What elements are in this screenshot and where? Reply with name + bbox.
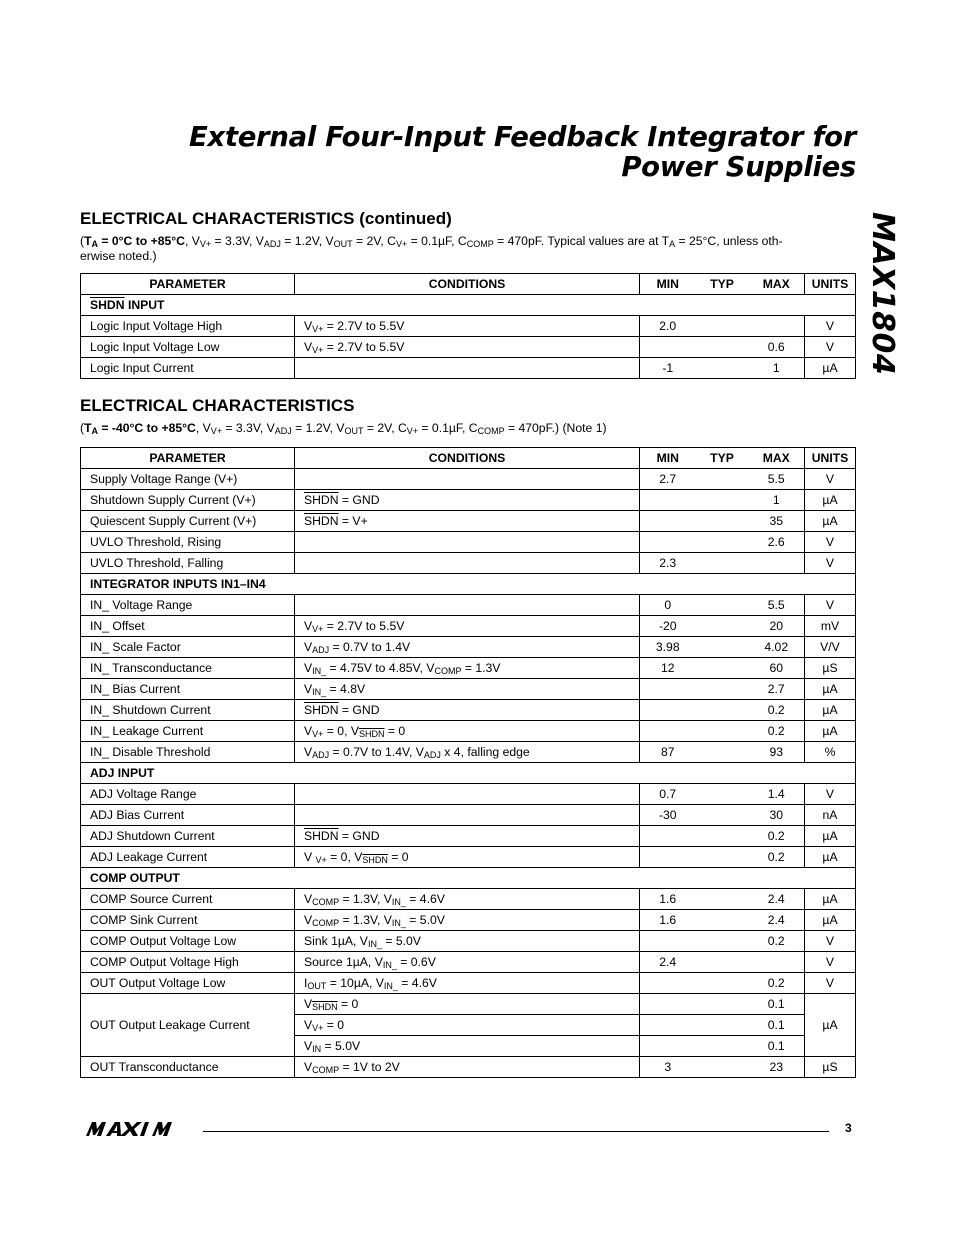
conditions-cell: Source 1µA, $V_{IN\_} = 0.6V$ [295, 952, 640, 973]
units-cell: V [805, 931, 856, 952]
section2-heading: ELECTRICAL CHARACTERISTICS [80, 396, 355, 415]
table-row [81, 469, 856, 490]
units-cell: V [805, 469, 856, 490]
table-row [81, 658, 856, 679]
param-cell: IN_ Leakage Current [81, 721, 295, 742]
max-cell: 0.2 [749, 826, 805, 847]
table-row [81, 700, 856, 721]
max-cell [749, 553, 805, 574]
typ-cell [696, 469, 749, 490]
max-cell: 0.1 [749, 994, 805, 1015]
typ-cell [696, 847, 749, 868]
maxim-logo [84, 1120, 192, 1143]
table-row [81, 511, 856, 532]
conditions-cell: SHDN = V+ [295, 511, 640, 532]
conditions-cell: Sink 1µA, $V_{IN\_} = 5.0V$ [295, 931, 640, 952]
max-cell: 60 [749, 658, 805, 679]
conditions-cell: SHDN = GND [295, 700, 640, 721]
typ-cell [696, 358, 749, 379]
units-cell: µA [805, 910, 856, 931]
min-cell [640, 679, 696, 700]
section-row [81, 763, 856, 784]
min-cell: -30 [640, 805, 696, 826]
section2-conditions: ($T_A = -40^\circ C$ to +85°C, $V_{V+} = 3.3V$, $V_{ADJ} = 1.2V$, $V_{OUT} = 2V$, $C_{V+} = 0.1\mu F$, $C_{COMP} = 470pF$.) (Note 1) [80, 421, 607, 436]
min-cell: 2.3 [640, 553, 696, 574]
conditions-cell [295, 784, 640, 805]
table-row [81, 889, 856, 910]
table-row [81, 784, 856, 805]
max-cell: 20 [749, 616, 805, 637]
typ-cell [696, 658, 749, 679]
conditions-cell [295, 358, 640, 379]
param-cell: IN_ Disable Threshold [81, 742, 295, 763]
max-cell: 0.2 [749, 931, 805, 952]
max-cell: 0.2 [749, 847, 805, 868]
min-cell [640, 700, 696, 721]
max-cell: 1.4 [749, 784, 805, 805]
units-cell: V [805, 784, 856, 805]
conditions-cell: $V_{V+} = 0$, $V_{SHDN} = 0$ [295, 721, 640, 742]
min-cell: 3.98 [640, 637, 696, 658]
typ-cell [696, 1015, 749, 1036]
typ-cell [696, 1036, 749, 1057]
table-row [81, 337, 856, 358]
conditions-cell [295, 553, 640, 574]
typ-cell [696, 490, 749, 511]
units-cell: V [805, 316, 856, 337]
min-cell: 87 [640, 742, 696, 763]
units-cell: µA [805, 721, 856, 742]
section-row [81, 868, 856, 889]
min-cell: 2.4 [640, 952, 696, 973]
min-cell [640, 532, 696, 553]
typ-cell [696, 616, 749, 637]
col-max: MAX [749, 448, 805, 469]
param-cell: IN_ Transconductance [81, 658, 295, 679]
param-cell: IN_ Shutdown Current [81, 700, 295, 721]
units-cell: mV [805, 616, 856, 637]
table-row [81, 742, 856, 763]
typ-cell [696, 1057, 749, 1078]
max-cell: 5.5 [749, 595, 805, 616]
table-shdn-input [80, 273, 856, 379]
title-line-1: External Four-Input Feedback Integrator for [188, 121, 856, 153]
typ-cell [696, 994, 749, 1015]
param-cell: COMP Output Voltage High [81, 952, 295, 973]
col-typ: TYP [696, 448, 749, 469]
conditions-cell: $I_{OUT} = 10\mu A$, $V_{IN\_} = 4.6V$ [295, 973, 640, 994]
side-part-number [862, 212, 902, 376]
typ-cell [696, 511, 749, 532]
typ-cell [696, 931, 749, 952]
conditions-cell [295, 532, 640, 553]
table-row [81, 805, 856, 826]
table-row [81, 679, 856, 700]
typ-cell [696, 679, 749, 700]
table-header-row [81, 274, 856, 295]
param-cell: IN_ Voltage Range [81, 595, 295, 616]
min-cell: 0.7 [640, 784, 696, 805]
max-cell: 2.4 [749, 910, 805, 931]
page-number: 3 [845, 1121, 852, 1135]
conditions-cell: V $_{V+}$ = 0, $V_{SHDN} = 0$ [295, 847, 640, 868]
param-cell: ADJ Leakage Current [81, 847, 295, 868]
conditions-cell: $V_{IN\_} = 4.75V$ to 4.85V, $V_{COMP} = 1.3V$ [295, 658, 640, 679]
param-cell: Quiescent Supply Current (V+) [81, 511, 295, 532]
conditions-cell: $V_{V+} = 2.7V$ to 5.5V [295, 337, 640, 358]
conditions-cell: $V_{V+} = 0$ [295, 1015, 640, 1036]
min-cell: 1.6 [640, 910, 696, 931]
min-cell: 0 [640, 595, 696, 616]
min-cell: 12 [640, 658, 696, 679]
units-cell: µA [805, 700, 856, 721]
document-title [96, 122, 856, 182]
typ-cell [696, 721, 749, 742]
param-cell: IN_ Scale Factor [81, 637, 295, 658]
table-row [81, 616, 856, 637]
min-cell [640, 973, 696, 994]
conditions-cell: SHDN = GND [295, 826, 640, 847]
title-line-2: Power Supplies [621, 151, 856, 183]
param-cell: ADJ Shutdown Current [81, 826, 295, 847]
table-row [81, 595, 856, 616]
min-cell [640, 826, 696, 847]
col-units: UNITS [805, 274, 856, 295]
section-label: SHDN INPUT [81, 295, 856, 316]
param-cell: OUT Transconductance [81, 1057, 295, 1078]
min-cell [640, 490, 696, 511]
units-cell: µS [805, 1057, 856, 1078]
param-cell: COMP Sink Current [81, 910, 295, 931]
typ-cell [696, 595, 749, 616]
table-electrical-characteristics [80, 447, 856, 1078]
units-cell: V/V [805, 637, 856, 658]
max-cell: 30 [749, 805, 805, 826]
min-cell: -1 [640, 358, 696, 379]
max-cell: 5.5 [749, 469, 805, 490]
min-cell [640, 1015, 696, 1036]
col-units: UNITS [805, 448, 856, 469]
conditions-cell: SHDN = GND [295, 490, 640, 511]
conditions-cell: $V_{ADJ} = 0.7V$ to 1.4V, $V_{ADJ}$ x 4, falling edge [295, 742, 640, 763]
typ-cell [696, 889, 749, 910]
table-row [81, 316, 856, 337]
units-cell: V [805, 952, 856, 973]
min-cell [640, 721, 696, 742]
table-row [81, 553, 856, 574]
table-row [81, 637, 856, 658]
max-cell: 0.1 [749, 1036, 805, 1057]
min-cell: 1.6 [640, 889, 696, 910]
param-cell: COMP Source Current [81, 889, 295, 910]
param-cell: OUT Output Voltage Low [81, 973, 295, 994]
max-cell: 2.4 [749, 889, 805, 910]
min-cell [640, 847, 696, 868]
units-cell: µA [805, 679, 856, 700]
max-cell: 2.6 [749, 532, 805, 553]
typ-cell [696, 532, 749, 553]
typ-cell [696, 337, 749, 358]
units-cell: nA [805, 805, 856, 826]
conditions-cell: $V_{COMP} = 1V$ to 2V [295, 1057, 640, 1078]
max-cell: 2.7 [749, 679, 805, 700]
units-cell: V [805, 553, 856, 574]
max-cell [749, 952, 805, 973]
max-cell: 0.2 [749, 973, 805, 994]
table-header-row [81, 448, 856, 469]
min-cell: 2.0 [640, 316, 696, 337]
section-label: INTEGRATOR INPUTS IN1–IN4 [81, 574, 856, 595]
typ-cell [696, 784, 749, 805]
col-conditions: CONDITIONS [295, 448, 640, 469]
units-cell: µA [805, 511, 856, 532]
conditions-cell: $V_{SHDN} = 0$ [295, 994, 640, 1015]
max-cell: 0.2 [749, 700, 805, 721]
typ-cell [696, 805, 749, 826]
table-row [81, 973, 856, 994]
col-parameter: PARAMETER [81, 448, 295, 469]
min-cell [640, 931, 696, 952]
typ-cell [696, 742, 749, 763]
param-cell: COMP Output Voltage Low [81, 931, 295, 952]
typ-cell [696, 973, 749, 994]
param-cell: UVLO Threshold, Rising [81, 532, 295, 553]
max-cell [749, 316, 805, 337]
max-cell: 0.2 [749, 721, 805, 742]
max-cell: 35 [749, 511, 805, 532]
table-row [81, 826, 856, 847]
param-cell: ADJ Voltage Range [81, 784, 295, 805]
table-row [81, 910, 856, 931]
section-row [81, 574, 856, 595]
param-cell: Logic Input Current [81, 358, 295, 379]
typ-cell [696, 316, 749, 337]
footer-rule [203, 1131, 829, 1132]
conditions-cell: $V_{IN} = 5.0V$ [295, 1036, 640, 1057]
col-parameter: PARAMETER [81, 274, 295, 295]
max-cell: 1 [749, 358, 805, 379]
param-cell: Supply Voltage Range (V+) [81, 469, 295, 490]
units-cell: µA [805, 994, 856, 1057]
param-cell: UVLO Threshold, Falling [81, 553, 295, 574]
conditions-cell [295, 595, 640, 616]
param-cell: ADJ Bias Current [81, 805, 295, 826]
param-cell: Shutdown Supply Current (V+) [81, 490, 295, 511]
units-cell: µS [805, 658, 856, 679]
table-row [81, 931, 856, 952]
table-row [81, 1057, 856, 1078]
col-conditions: CONDITIONS [295, 274, 640, 295]
min-cell: -20 [640, 616, 696, 637]
min-cell [640, 1036, 696, 1057]
units-cell: V [805, 595, 856, 616]
min-cell: 2.7 [640, 469, 696, 490]
conditions-cell: $V_{COMP} = 1.3V$, $V_{IN\_} = 5.0V$ [295, 910, 640, 931]
typ-cell [696, 700, 749, 721]
section-label: ADJ INPUT [81, 763, 856, 784]
section-label: COMP OUTPUT [81, 868, 856, 889]
units-cell: µA [805, 889, 856, 910]
side-part-number-text: MAX1804 [865, 212, 900, 376]
typ-cell [696, 637, 749, 658]
col-max: MAX [749, 274, 805, 295]
table-row [81, 490, 856, 511]
param-cell: Logic Input Voltage High [81, 316, 295, 337]
max-cell: 1 [749, 490, 805, 511]
units-cell: µA [805, 358, 856, 379]
typ-cell [696, 910, 749, 931]
typ-cell [696, 952, 749, 973]
param-cell: IN_ Offset [81, 616, 295, 637]
min-cell [640, 994, 696, 1015]
conditions-cell: $V_{COMP} = 1.3V$, $V_{IN\_} = 4.6V$ [295, 889, 640, 910]
section1-conditions: ($T_A = 0^\circ C$ to +85°C, $V_{V+} = 3.3V$, $V_{ADJ} = 1.2V$, $V_{OUT} = 2V$, $C_{V+} = 0.1\mu F$, $C_{COMP} = 470pF$. Typical values are at $T_A = 25^\circ C$, unless oth- erwise noted.) [80, 234, 783, 263]
col-typ: TYP [696, 274, 749, 295]
table-row [81, 847, 856, 868]
units-cell: µA [805, 847, 856, 868]
col-min: MIN [640, 448, 696, 469]
max-cell: 0.1 [749, 1015, 805, 1036]
table-row [81, 952, 856, 973]
min-cell: 3 [640, 1057, 696, 1078]
param-cell: IN_ Bias Current [81, 679, 295, 700]
conditions-cell: $V_{V+} = 2.7V$ to 5.5V [295, 316, 640, 337]
conditions-cell: $V_{ADJ} = 0.7V$ to 1.4V [295, 637, 640, 658]
conditions-cell: $V_{IN\_} = 4.8V$ [295, 679, 640, 700]
typ-cell [696, 553, 749, 574]
units-cell: % [805, 742, 856, 763]
col-min: MIN [640, 274, 696, 295]
units-cell: V [805, 532, 856, 553]
units-cell: µA [805, 826, 856, 847]
min-cell [640, 337, 696, 358]
param-cell: Logic Input Voltage Low [81, 337, 295, 358]
section1-heading: ELECTRICAL CHARACTERISTICS (continued) [80, 209, 452, 228]
max-cell: 93 [749, 742, 805, 763]
units-cell: V [805, 337, 856, 358]
table-row [81, 994, 856, 1015]
max-cell: 0.6 [749, 337, 805, 358]
param-cell: OUT Output Leakage Current [81, 994, 295, 1057]
conditions-cell [295, 805, 640, 826]
section-row [81, 295, 856, 316]
typ-cell [696, 826, 749, 847]
min-cell [640, 511, 696, 532]
max-cell: 4.02 [749, 637, 805, 658]
table-row [81, 358, 856, 379]
conditions-cell [295, 469, 640, 490]
units-cell: µA [805, 490, 856, 511]
table-row [81, 721, 856, 742]
max-cell: 23 [749, 1057, 805, 1078]
units-cell: V [805, 973, 856, 994]
table-row [81, 532, 856, 553]
conditions-cell: $V_{V+} = 2.7V$ to 5.5V [295, 616, 640, 637]
